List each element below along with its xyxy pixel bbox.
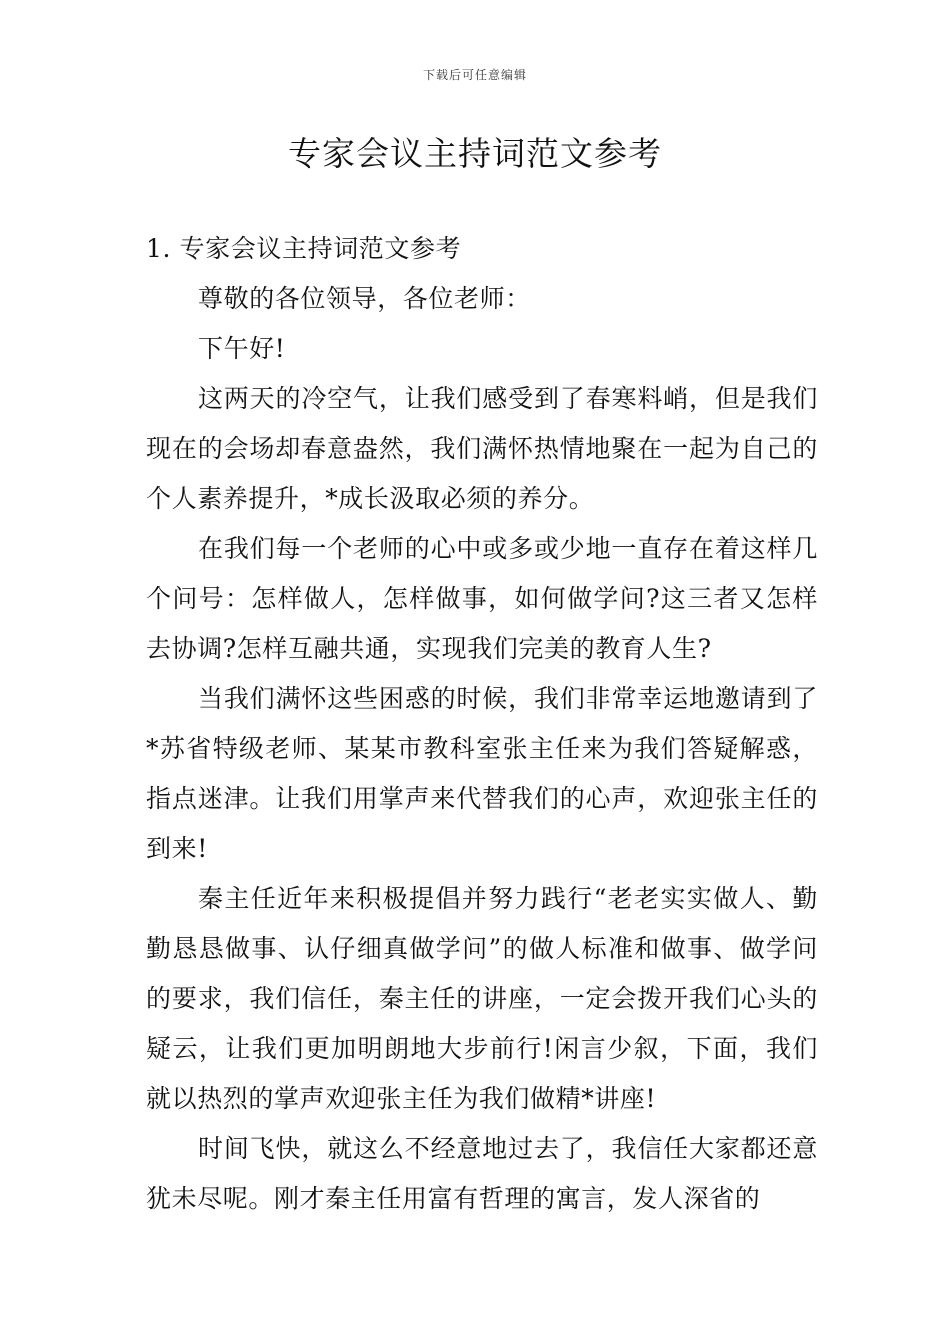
paragraph: 秦主任近年来积极提倡并努力践行“老老实实做人、勤勤恳恳做事、认仔细真做学问”的做人标准和做事、做学问的要求，我们信任，秦主任的讲座，一定会拨开我们心头的疑云，让我们更加明朗地大步前行!闲言少叙，下面，我们就以热烈的掌声欢迎张主任为我们做精*讲座! — [146, 884, 818, 1113]
paragraph: 在我们每一个老师的心中或多或少地一直存在着这样几个问号：怎样做人，怎样做事，如何做学问?这三者又怎样去协调?怎样互融共通，实现我们完美的教育人生? — [146, 534, 818, 663]
header-note: 下载后可任意编辑 — [422, 68, 527, 82]
paragraph: 时间飞快，就这么不经意地过去了，我信任大家都还意犹未尽呢。刚才秦主任用富有哲理的寓言，发人深省的 — [146, 1134, 818, 1213]
paragraph-greeting: 尊敬的各位领导，各位老师： — [198, 284, 531, 313]
paragraph: 这两天的冷空气，让我们感受到了春寒料峭，但是我们现在的会场却春意盎然，我们满怀热情地聚在一起为自己的个人素养提升，*成长汲取必须的养分。 — [146, 384, 818, 513]
document-title: 专家会议主持词范文参考 — [288, 134, 662, 173]
paragraph-good-afternoon: 下午好! — [198, 334, 286, 363]
document-body — [146, 224, 818, 1224]
paragraph: 当我们满怀这些困惑的时候，我们非常幸运地邀请到了*苏省特级老师、某某市教科室张主任来为我们答疑解惑，指点迷津。让我们用掌声来代替我们的心声，欢迎张主任的到来! — [146, 684, 818, 863]
section-heading: 1. 专家会议主持词范文参考 — [146, 234, 462, 263]
